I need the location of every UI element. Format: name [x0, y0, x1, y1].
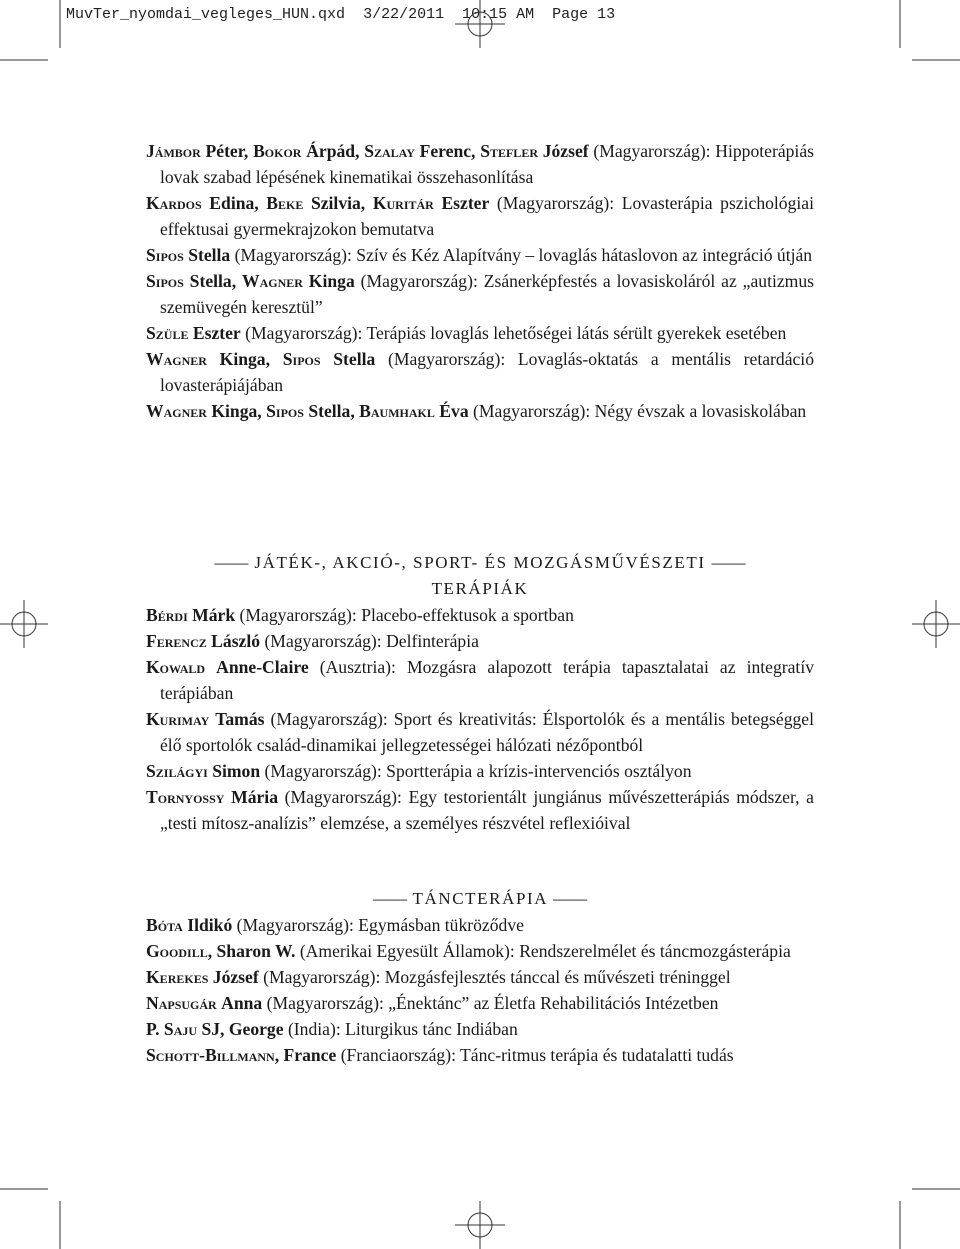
author-surname: Szüle: [146, 323, 189, 343]
entry-title: (Magyarország): „Énektánc” az Életfa Rehabilitációs Intézetben: [262, 993, 719, 1013]
author-given-name: Mária: [231, 787, 278, 807]
entry-title: (Magyarország): Egy testorientált jungiánus művészetterápiás módszer, a „testi mítosz-analízis” elemzése, a személyes részvétel reflexióival: [160, 787, 814, 833]
author-surname: Napsugár: [146, 993, 217, 1013]
section-dance-therapy: [146, 886, 814, 1068]
author-given-name: József: [212, 967, 259, 987]
author-given-name: Edina,: [209, 193, 259, 213]
entry-title: (Magyarország): Egymásban tükröződve: [232, 915, 524, 935]
author-surname: Wagner: [241, 271, 303, 291]
author-given-name: Eszter: [192, 323, 241, 343]
bibliography-entry: [146, 346, 814, 398]
entry-title: (Magyarország): Placebo-effektusok a sportban: [235, 605, 574, 625]
bibliography-entry: [146, 706, 814, 758]
entry-list: [146, 602, 814, 836]
author-given-name: Árpád,: [306, 141, 360, 161]
bibliography-entry: [146, 190, 814, 242]
bibliography-entry: [146, 758, 814, 784]
author-given-name: József: [542, 141, 589, 161]
entry-title: (Franciaország): Tánc-ritmus terápia és tudatalatti tudás: [336, 1045, 734, 1065]
entry-title: (Magyarország): Delfinterápia: [260, 631, 479, 651]
author-surname: Kerekes: [146, 967, 209, 987]
author-surname: Szalay: [364, 141, 415, 161]
author-surname: Kurimay: [146, 709, 210, 729]
author-surname: Wagner: [146, 349, 207, 369]
author-given-name: Stella: [333, 349, 376, 369]
author-surname: Kuritár: [372, 193, 434, 213]
author-surname: Bérdi: [146, 605, 188, 625]
author-given-name: Éva: [439, 401, 469, 421]
entry-title: (India): Liturgikus tánc Indiában: [283, 1019, 518, 1039]
bibliography-entry: [146, 784, 814, 836]
author-given-name: Márk: [192, 605, 236, 625]
author-given-name: Ferenc,: [419, 141, 476, 161]
section-equine-therapy: [146, 138, 814, 424]
author-given-name: Szilvia,: [310, 193, 366, 213]
author-given-name: Sharon W.: [216, 941, 296, 961]
author-given-name: Tamás: [215, 709, 265, 729]
author-given-name: Kinga,: [219, 349, 271, 369]
section-heading-title: TÁNCTERÁPIA: [412, 889, 548, 908]
entry-title: (Magyarország): Mozgásfejlesztés tánccal és művészeti tréninggel: [258, 967, 731, 987]
author-surname: Sipos: [282, 349, 321, 369]
section-heading: —— TÁNCTERÁPIA ——: [372, 889, 588, 908]
bibliography-entry: [146, 964, 814, 990]
author-surname: Baumhakl: [359, 401, 435, 421]
section-heading-line2: TERÁPIÁK: [431, 579, 529, 598]
slug-page: Page 13: [552, 6, 616, 23]
entry-title: (Magyarország): Lovaglás-oktatás a mentális retardáció lovasterápiájában: [160, 349, 814, 395]
author-given-name: Kinga: [308, 271, 355, 291]
author-given-name: Kinga,: [211, 401, 262, 421]
bibliography-entry: [146, 990, 814, 1016]
entry-title: (Magyarország): Lovasterápia pszichológiai effektusai gyermekrajzokon bemutatva: [160, 193, 814, 239]
section-heading-line1: JÁTÉK-, AKCIÓ-, SPORT- ÉS MOZGÁSMŰVÉSZETI: [254, 553, 706, 572]
author-given-name: Stella: [188, 245, 231, 265]
entry-title: (Magyarország): Sport és kreativitás: Élsportolók és a mentális betegséggel élő sportolók család-dinamikai jellegzetességei hálózati nézőpontból: [160, 709, 814, 755]
bibliography-entry: [146, 938, 814, 964]
author-surname: Schott-Billmann,: [146, 1045, 280, 1065]
bibliography-entry: [146, 628, 814, 654]
author-surname: Sipos: [266, 401, 304, 421]
author-given-name: SJ, George: [201, 1019, 284, 1039]
author-given-name: Anna: [221, 993, 263, 1013]
author-given-name: László: [211, 631, 261, 651]
entry-title: (Magyarország): Terápiás lovaglás lehetőségei látás sérült gyerekek esetében: [240, 323, 787, 343]
entry-title: (Amerikai Egyesült Államok): Rendszerelmélet és táncmozgásterápia: [295, 941, 791, 961]
author-surname: Beke: [266, 193, 304, 213]
author-given-name: Ildikó: [187, 915, 233, 935]
author-surname: Wagner: [146, 401, 207, 421]
author-surname: P. Saju: [146, 1019, 198, 1039]
author-surname: Jámbor: [146, 141, 201, 161]
author-surname: Bóta: [146, 915, 183, 935]
author-given-name: Stella,: [308, 401, 355, 421]
entry-title: (Magyarország): Sportterápia a krízis-intervenciós osztályon: [260, 761, 692, 781]
bibliography-entry: [146, 242, 814, 268]
author-surname: Bokor: [253, 141, 302, 161]
entry-title: (Magyarország): Szív és Kéz Alapítvány – lovaglás hátaslovon az integráció útján: [230, 245, 813, 265]
bibliography-entry: [146, 1016, 814, 1042]
entry-list: [146, 912, 814, 1068]
author-given-name: Anne-Claire: [216, 657, 309, 677]
bibliography-entry: [146, 268, 814, 320]
bibliography-entry: [146, 912, 814, 938]
slug-time: 10:15 AM: [462, 6, 535, 23]
author-surname: Szilágyi: [146, 761, 208, 781]
bibliography-entry: [146, 320, 814, 346]
slug-date: 3/22/2011: [363, 6, 445, 23]
author-surname: Kardos: [146, 193, 202, 213]
author-given-name: Péter,: [205, 141, 249, 161]
author-surname: Goodill,: [146, 941, 213, 961]
bibliography-entry: [146, 1042, 814, 1068]
section-heading: —— JÁTÉK-, AKCIÓ-, SPORT- ÉS MOZGÁSMŰVÉSZETI ——: [214, 553, 746, 572]
bibliography-entry: [146, 602, 814, 628]
author-surname: Stefler: [480, 141, 538, 161]
entry-title: (Ausztria): Mozgásra alapozott terápia tapasztalatai az integratív terápiában: [160, 657, 814, 703]
author-surname: Sipos: [146, 271, 184, 291]
author-surname: Sipos: [146, 245, 184, 265]
entry-title: (Magyarország): Hippoterápiás lovak szabad lépésének kinematikai összehasonlítása: [160, 141, 814, 187]
section-play-sport-therapies: [146, 550, 814, 836]
author-given-name: Simon: [212, 761, 261, 781]
author-given-name: France: [283, 1045, 337, 1065]
author-given-name: Eszter: [441, 193, 490, 213]
bibliography-entry: [146, 138, 814, 190]
page-content: [146, 138, 814, 1065]
author-surname: Kowald: [146, 657, 206, 677]
author-surname: Tornyossy: [146, 787, 225, 807]
bibliography-entry: [146, 398, 814, 424]
author-surname: Ferencz: [146, 631, 207, 651]
bibliography-entry: [146, 654, 814, 706]
entry-title: (Magyarország): Zsánerképfestés a lovasiskoláról az „autizmus szemüvegén keresztül”: [160, 271, 814, 317]
author-given-name: Stella,: [189, 271, 237, 291]
slug-file: MuvTer_nyomdai_vegleges_HUN.qxd: [66, 6, 346, 23]
entry-title: (Magyarország): Négy évszak a lovasiskolában: [468, 401, 807, 421]
